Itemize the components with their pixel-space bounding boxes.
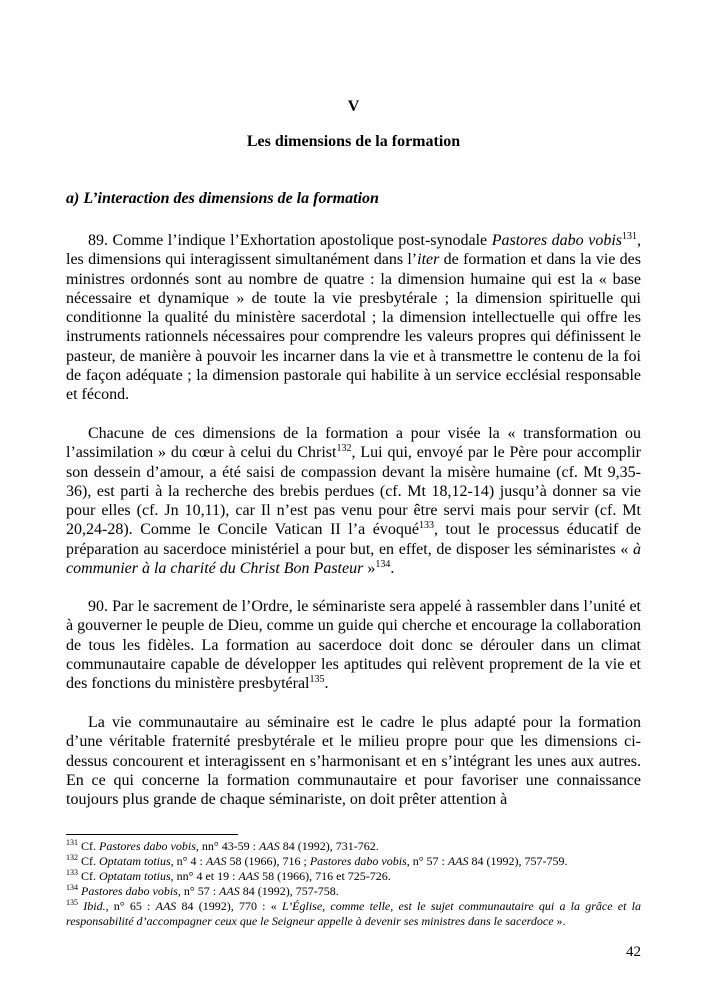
italic-title: Optatam totius, bbox=[99, 854, 174, 868]
footnote-135 bbox=[66, 899, 641, 929]
text-run: 90. Par le sacrement de l’Ordre, le séminariste sera appelé à rassembler dans l’unité et à gouverner le peuple de Dieu, comme un guide qui cherche et encourage la collaboration de tous les fidèles. La formation au sacerdoce doit donc se dérouler dans un climat communautaire capable de développer les aptitudes qui relèvent proprement de la vie et des fonctions du ministère presbytéral bbox=[66, 598, 641, 693]
footnote-number: 131 bbox=[66, 838, 78, 847]
italic-title: Pastores dabo vobis bbox=[99, 839, 196, 853]
italic-title: Optatam totius bbox=[99, 869, 171, 883]
page-number: 42 bbox=[626, 944, 641, 960]
text-run: , n° 57 : bbox=[177, 884, 220, 898]
footnote-ref: 131 bbox=[622, 231, 637, 242]
italic-quote: à communier à la charité du Christ Bon Pasteur bbox=[66, 540, 641, 578]
footnote-133 bbox=[66, 869, 641, 884]
italic-abbrev: AAS bbox=[259, 839, 280, 853]
text-run: 84 (1992), 757-758. bbox=[239, 884, 339, 898]
text-run: » bbox=[363, 560, 376, 578]
text-run: n° 65 : bbox=[108, 899, 156, 913]
footnote-ref: 133 bbox=[418, 520, 434, 532]
text-run: , tout le processus éducatif de préparation au sacerdoce ministériel a pour but, en effet, de disposer les séminaristes « bbox=[66, 521, 641, 558]
text-run: Cf. bbox=[78, 839, 99, 853]
italic-abbrev: AAS bbox=[219, 884, 240, 898]
italic-abbrev: AAS bbox=[238, 869, 260, 883]
italic-title: Pastores dabo vobis bbox=[81, 884, 178, 898]
text-run: 89. Comme l’indique l’Exhortation apostolique post-synodale bbox=[88, 232, 492, 249]
text-run: de formation et dans la vie des ministres ordonnés sont au nombre de quatre : la dimension humaine qui est la « base nécessaire et dynamique » de toute la vie presbytérale ; la dimension spirituelle qui conditionne la qualité du ministère sacerdotal ; la dimension intellectuelle qui offre les instruments rationnels nécessaires pour comprendre les valeurs propres qui définissent le pasteur, de manière à pouvoir les incarner dans la vie et à transmettre le contenu de la foi de façon adéquate ; la dimension pastorale qui habilite à un service ecclésial responsable et fécond. bbox=[66, 251, 642, 404]
footnote-132 bbox=[66, 854, 641, 869]
text-run: n° 4 : bbox=[173, 854, 206, 868]
paragraph-89-continued bbox=[66, 424, 641, 578]
text-run: 84 (1992), 770 : « bbox=[176, 899, 282, 913]
footnote-ref: 134 bbox=[375, 559, 391, 571]
footnote-ref: 132 bbox=[336, 443, 352, 455]
footnote-separator bbox=[66, 834, 238, 835]
footnote-134 bbox=[66, 884, 641, 899]
italic-title: Pastores dabo vobis bbox=[309, 854, 407, 868]
footnote-number: 134 bbox=[66, 883, 78, 892]
text-run: , nn° 4 et 19 : bbox=[170, 869, 239, 883]
italic-term: iter bbox=[417, 251, 440, 269]
italic-quote: L’Église, comme telle, est le sujet communautaire qui a la grâce et la responsabilité d’accompagner ceux que le Seigneur appelle à devenir ses ministres dans le sacerdoce bbox=[66, 899, 642, 928]
italic-abbrev: AAS bbox=[155, 899, 177, 913]
text-run: 84 (1992), 731-762. bbox=[279, 839, 379, 853]
footnote-ref: 135 bbox=[309, 674, 325, 686]
italic-abbrev: AAS bbox=[205, 854, 227, 868]
text-run: , nn° 43-59 : bbox=[195, 839, 260, 853]
text-run: ». bbox=[553, 914, 566, 928]
text-run: Cf. bbox=[78, 869, 99, 883]
paragraph-89 bbox=[66, 231, 641, 405]
text-run: , Lui qui, envoyé par le Père pour accomplir son dessein d’amour, a été saisi de compassion devant la misère humaine (cf. Mt 9,35-36), est parti à la recherche des brebis perdues (cf. Mt 18,12-14) jusqu’à donner sa vie pour elles (cf. Jn 10,11), car Il n’est pas venu pour être servi mais pour servir (cf. Mt 20,24-28). Comme le Concile Vatican II l’a évoqué bbox=[66, 444, 641, 539]
text-run: , les dimensions qui interagissent simultanément dans l’ bbox=[66, 232, 641, 269]
text-run: 58 (1966), 716 et 725-726. bbox=[259, 869, 391, 883]
text-run: . bbox=[324, 675, 329, 693]
italic-ibid: Ibid., bbox=[83, 899, 109, 913]
text-run: Chacune de ces dimensions de la formation a pour visée la « transformation ou l’assimilation » du cœur à celui du Christ bbox=[66, 425, 641, 462]
text-run: Cf. bbox=[78, 854, 99, 868]
footnote-number: 132 bbox=[66, 853, 78, 862]
text-run: 58 (1966), 716 ; bbox=[226, 854, 310, 868]
section-heading: a) L’interaction des dimensions de la formation bbox=[66, 190, 379, 207]
paragraph-90-continued bbox=[66, 713, 641, 809]
footnote-131 bbox=[66, 839, 641, 854]
footnotes bbox=[66, 839, 641, 929]
chapter-number: V bbox=[347, 98, 360, 115]
text-run: 84 (1992), 757-759. bbox=[468, 854, 568, 868]
italic-abbrev: AAS bbox=[447, 854, 469, 868]
text-run: , n° 57 : bbox=[406, 854, 448, 868]
chapter-title: Les dimensions de la formation bbox=[246, 133, 461, 150]
footnote-number: 133 bbox=[66, 868, 78, 877]
italic-title: Pastores dabo vobis bbox=[491, 232, 622, 249]
paragraph-90 bbox=[66, 597, 641, 693]
footnote-number: 135 bbox=[66, 898, 78, 907]
text-run: . bbox=[390, 560, 395, 578]
text-run: La vie communautaire au séminaire est le cadre le plus adapté pour la formation d’une véritable fraternité presbytérale et le milieu propre pour que les dimensions ci-dessus concourent et interagissent en s’harmonisant et en s’intégrant les unes aux autres. En ce qui concerne la formation communautaire et pour favoriser une connaissance toujours plus grande de chaque séminariste, on doit prêter attention à bbox=[66, 714, 641, 809]
